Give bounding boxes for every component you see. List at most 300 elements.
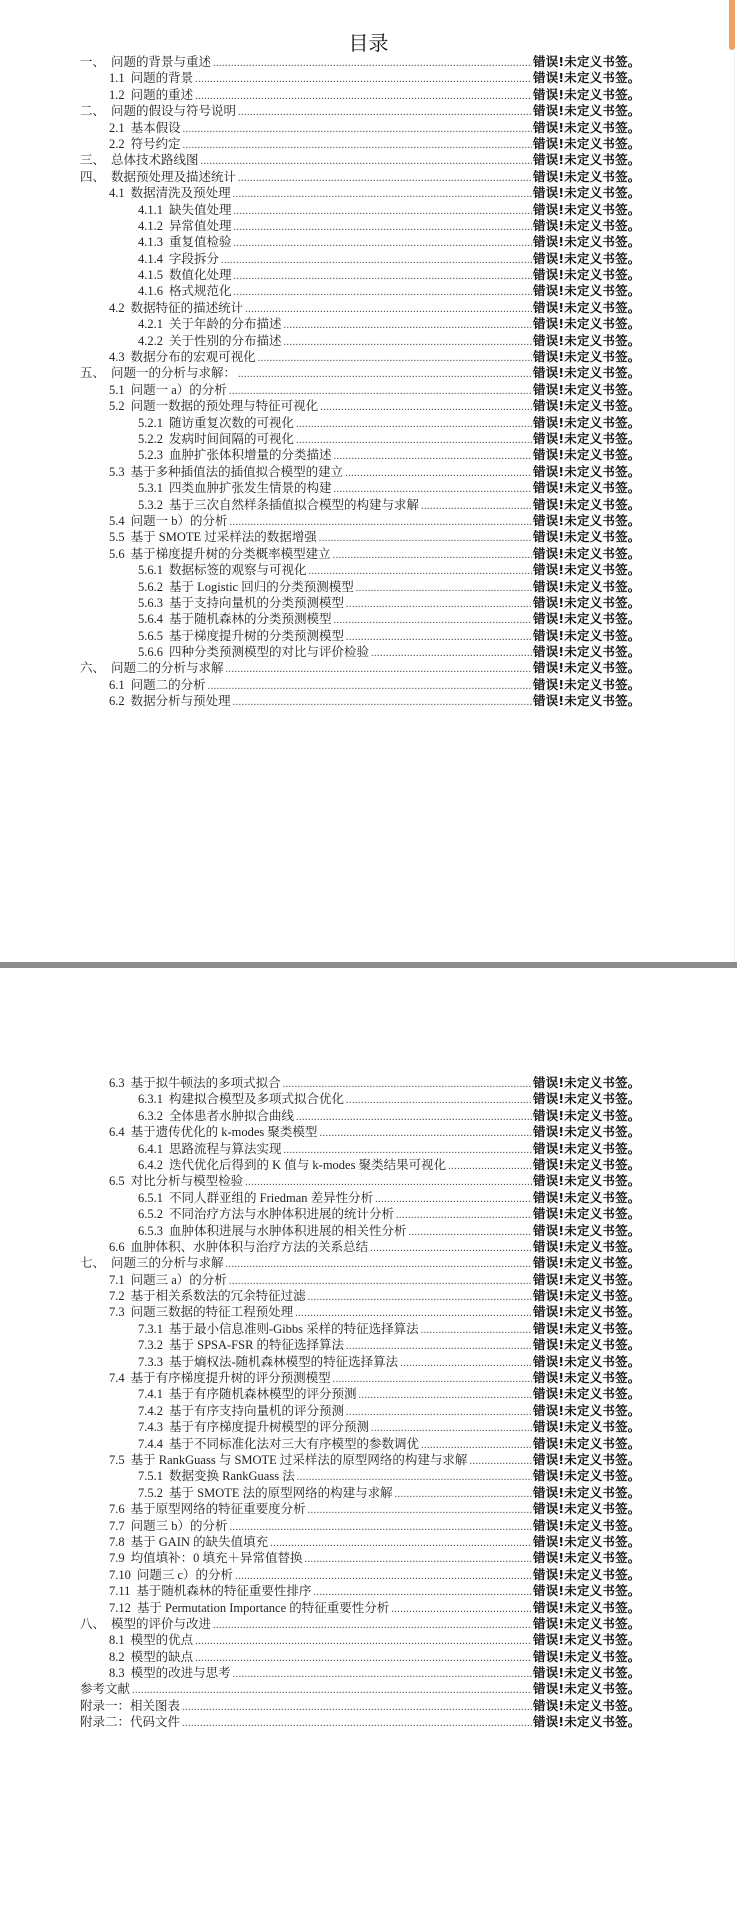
toc-entry[interactable]: [0, 660, 737, 676]
toc-entry-page-ref: 错误!未定义书签。: [533, 562, 641, 578]
toc-entry-page-ref: 错误!未定义书签。: [533, 1320, 641, 1336]
toc-entry-page-ref: 错误!未定义书签。: [533, 1435, 641, 1451]
toc-entry[interactable]: [0, 1567, 737, 1583]
toc-entry-page-ref: 错误!未定义书签。: [533, 1271, 641, 1287]
toc-entry-number: 6.5.3: [138, 1223, 163, 1238]
toc-entry-page-ref: 错误!未定义书签。: [533, 119, 641, 135]
toc-entry[interactable]: [0, 234, 737, 250]
toc-list-page-2: [0, 1075, 737, 1731]
toc-entry[interactable]: [0, 218, 737, 234]
toc-entry[interactable]: [0, 1124, 737, 1140]
toc-entry-number: 5.6: [109, 546, 125, 561]
toc-entry[interactable]: [0, 136, 737, 152]
toc-entry[interactable]: [0, 1468, 737, 1484]
toc-entry-page-ref: 错误!未定义书签。: [533, 398, 641, 414]
toc-entry-number: 7.10: [109, 1567, 131, 1582]
toc-entry-heading: [80, 1714, 532, 1732]
toc-entry-text: 缺失值处理: [169, 202, 232, 217]
toc-entry-text: 构建拟合模型及多项式拟合优化: [169, 1092, 345, 1107]
toc-entry-number: 5.2.1: [138, 415, 163, 430]
toc-entry-number: 4.1: [109, 186, 125, 201]
toc-entry-number: 五、: [80, 366, 106, 381]
toc-entry-page-ref: 错误!未定义书签。: [533, 594, 641, 610]
toc-entry-number: 6.5.1: [138, 1190, 163, 1205]
toc-entry-text: 附录一：相关图表: [80, 1698, 181, 1713]
toc-entry-number: 5.1: [109, 382, 125, 397]
toc-entry[interactable]: [0, 431, 737, 447]
toc-entry-text: 问题一 a）的分析: [130, 382, 227, 397]
toc-entry[interactable]: [0, 382, 737, 398]
toc-entry-page-ref: 错误!未定义书签。: [533, 234, 641, 250]
toc-entry-number: 4.1.4: [138, 251, 163, 266]
toc-entry[interactable]: [0, 628, 737, 644]
toc-entry[interactable]: [0, 1632, 737, 1648]
toc-entry[interactable]: [0, 1518, 737, 1534]
toc-entry[interactable]: [0, 693, 737, 709]
toc-entry-page-ref: 错误!未定义书签。: [533, 349, 641, 365]
toc-entry-page-ref: 错误!未定义书签。: [533, 1665, 641, 1681]
toc-entry-text: 基于 Logistic 回归的分类预测模型: [169, 579, 354, 594]
toc-entry[interactable]: [0, 595, 737, 611]
toc-entry[interactable]: [0, 185, 737, 201]
scrollbar-thumb[interactable]: [729, 0, 735, 50]
toc-entry[interactable]: [0, 1386, 737, 1402]
toc-entry[interactable]: [0, 1141, 737, 1157]
toc-entry-page-ref: 错误!未定义书签。: [533, 1140, 641, 1156]
toc-entry-text: 基于 SMOTE 法的原型网络的构建与求解: [169, 1485, 393, 1500]
toc-entry[interactable]: [0, 70, 737, 86]
toc-entry-text: 数据预处理及描述统计: [111, 169, 237, 184]
toc-entry[interactable]: [0, 1304, 737, 1320]
toc-entry-text: 基于有序梯度提升树的评分预测模型: [130, 1371, 331, 1386]
toc-entry-page-ref: 错误!未定义书签。: [533, 1632, 641, 1648]
toc-entry-text: 基于有序梯度提升树模型的评分预测: [169, 1420, 370, 1435]
toc-entry-number: 二、: [80, 104, 106, 119]
toc-entry[interactable]: [0, 87, 737, 103]
toc-entry-page-ref: 错误!未定义书签。: [533, 627, 641, 643]
toc-entry-text: 基于遗传优化的 k-modes 聚类模型: [130, 1125, 318, 1140]
toc-entry-text: 四类血肿扩张发生情景的构建: [169, 481, 332, 496]
toc-entry-number: 7.5.2: [138, 1485, 163, 1500]
toc-entry[interactable]: [0, 1665, 737, 1681]
toc-entry[interactable]: [0, 677, 737, 693]
toc-entry[interactable]: [0, 546, 737, 562]
toc-entry[interactable]: [0, 1206, 737, 1222]
toc-entry-number: 2.2: [109, 136, 125, 151]
toc-entry-page-ref: 错误!未定义书签。: [533, 512, 641, 528]
toc-entry-text: 参考文献: [80, 1682, 131, 1697]
toc-entry[interactable]: [0, 1108, 737, 1124]
toc-entry[interactable]: [0, 480, 737, 496]
toc-entry-number: 5.6.2: [138, 579, 163, 594]
toc-entry-text: 模型的评价与改进: [111, 1616, 212, 1631]
toc-entry-text: 基于 GAIN 的缺失值填充: [130, 1534, 269, 1549]
toc-entry-text: 数据分析与预处理: [130, 694, 231, 709]
toc-entry-number: 7.9: [109, 1551, 125, 1566]
toc-entry-number: 7.2: [109, 1289, 125, 1304]
toc-entry-text: 对比分析与模型检验: [130, 1174, 244, 1189]
toc-entry[interactable]: [0, 1600, 737, 1616]
toc-entry-number: 5.6.5: [138, 628, 163, 643]
toc-entry-page-ref: 错误!未定义书签。: [533, 1648, 641, 1664]
toc-entry-text: 字段拆分: [169, 251, 220, 266]
toc-entry-page-ref: 错误!未定义书签。: [533, 644, 641, 660]
toc-entry[interactable]: [0, 1616, 737, 1632]
toc-entry-text: 基于不同标准化法对三大有序模型的参数调优: [169, 1436, 420, 1451]
toc-entry-number: 6.2: [109, 694, 125, 709]
toc-entry-text: 问题一 b）的分析: [130, 513, 228, 528]
toc-entry[interactable]: [0, 283, 737, 299]
toc-entry[interactable]: [0, 1698, 737, 1714]
toc-entry[interactable]: [0, 1403, 737, 1419]
toc-entry[interactable]: [0, 464, 737, 480]
toc-entry-page-ref: 错误!未定义书签。: [533, 217, 641, 233]
toc-entry-number: 5.6.1: [138, 563, 163, 578]
toc-entry-page-ref: 错误!未定义书签。: [533, 1206, 641, 1222]
toc-entry[interactable]: [0, 1714, 737, 1730]
toc-entry-text: 基于 SMOTE 过采样法的数据增强: [130, 530, 317, 545]
toc-entry-page-ref: 错误!未定义书签。: [533, 414, 641, 430]
toc-entry-page-ref: 错误!未定义书签。: [533, 103, 641, 119]
toc-entry-page-ref: 错误!未定义书签。: [533, 299, 641, 315]
toc-entry-text: 关于性别的分布描述: [169, 333, 282, 348]
toc-entry-number: 7.3: [109, 1305, 125, 1320]
toc-entry-number: 8.2: [109, 1649, 125, 1664]
toc-entry[interactable]: [0, 513, 737, 529]
toc-entry-page-ref: 错误!未定义书签。: [533, 1255, 641, 1271]
toc-entry-number: 7.4.2: [138, 1403, 163, 1418]
toc-entry[interactable]: [0, 267, 737, 283]
toc-entry-text: 数据分布的宏观可视化: [130, 350, 256, 365]
toc-entry[interactable]: [0, 202, 737, 218]
toc-entry[interactable]: [0, 644, 737, 660]
toc-entry-page-ref: 错误!未定义书签。: [533, 1107, 641, 1123]
toc-entry[interactable]: [0, 562, 737, 578]
toc-entry-text: 基本假设: [130, 120, 181, 135]
toc-entry-number: 5.5: [109, 530, 125, 545]
toc-entry[interactable]: [0, 1649, 737, 1665]
toc-entry-text: 问题的背景与重述: [111, 55, 212, 69]
toc-entry[interactable]: [0, 1173, 737, 1189]
toc-entry-number: 六、: [80, 661, 106, 676]
toc-entry[interactable]: [0, 497, 737, 513]
toc-entry-text: 基于 RankGuass 与 SMOTE 过采样法的原型网络的构建与求解: [130, 1452, 468, 1467]
toc-entry-number: 5.2.2: [138, 431, 163, 446]
toc-entry-page-ref: 错误!未定义书签。: [533, 70, 641, 86]
toc-entry[interactable]: [0, 169, 737, 185]
toc-entry[interactable]: [0, 1501, 737, 1517]
toc-entry[interactable]: [0, 300, 737, 316]
toc-entry[interactable]: [0, 1239, 737, 1255]
toc-entry[interactable]: [0, 365, 737, 381]
toc-entry-text: 问题一的分析与求解：: [111, 366, 237, 381]
toc-entry-page-ref: 错误!未定义书签。: [533, 693, 641, 709]
toc-entry-number: 7.4: [109, 1371, 125, 1386]
toc-entry-number: 三、: [80, 153, 106, 168]
toc-entry-page-ref: 错误!未定义书签。: [533, 1238, 641, 1254]
toc-entry-text: 基于拟牛顿法的多项式拟合: [130, 1076, 281, 1090]
toc-entry-text: 格式规范化: [169, 284, 232, 299]
toc-entry-text: 血肿体积进展与水肿体积进展的相关性分析: [169, 1223, 407, 1238]
toc-entry-page-ref: 错误!未定义书签。: [533, 1697, 641, 1713]
toc-entry-text: 迭代优化后得到的 K 值与 k-modes 聚类结果可视化: [169, 1157, 447, 1172]
toc-entry-page-ref: 错误!未定义书签。: [533, 1566, 641, 1582]
toc-entry-page-ref: 错误!未定义书签。: [533, 1156, 641, 1172]
toc-entry-number: 5.6.6: [138, 645, 163, 660]
dot-leader: [233, 695, 532, 711]
toc-entry-page-ref: 错误!未定义书签。: [533, 1681, 641, 1697]
toc-entry-page-ref: 错误!未定义书签。: [533, 135, 641, 151]
toc-entry-text: 问题三的分析与求解: [111, 1256, 224, 1271]
toc-entry-number: 5.6.3: [138, 595, 163, 610]
toc-entry-number: 5.3: [109, 464, 125, 479]
toc-entry[interactable]: [0, 1255, 737, 1271]
toc-entry-number: 8.3: [109, 1666, 125, 1681]
toc-entry[interactable]: [0, 333, 737, 349]
toc-entry-text: 问题的假设与符号说明: [111, 104, 237, 119]
toc-entry-number: 4.2: [109, 300, 125, 315]
toc-entry-page-ref: 错误!未定义书签。: [533, 381, 641, 397]
toc-entry-page-ref: 错误!未定义书签。: [533, 1091, 641, 1107]
toc-entry-number: 7.5: [109, 1452, 125, 1467]
toc-entry-text: 问题三 a）的分析: [130, 1272, 227, 1287]
toc-entry-number: 7.3.2: [138, 1338, 163, 1353]
toc-entry-number: 6.4: [109, 1125, 125, 1140]
toc-entry-page-ref: 错误!未定义书签。: [533, 1353, 641, 1369]
toc-entry-text: 全体患者水肿拟合曲线: [169, 1108, 295, 1123]
toc-entry-text: 数据变换 RankGuass 法: [169, 1469, 295, 1484]
toc-entry-page-ref: 错误!未定义书签。: [533, 1222, 641, 1238]
toc-entry-page-ref: 错误!未定义书签。: [533, 1075, 641, 1090]
toc-entry[interactable]: [0, 1354, 737, 1370]
toc-entry-number: 7.3.3: [138, 1354, 163, 1369]
toc-entry-page-ref: 错误!未定义书签。: [533, 1714, 641, 1730]
toc-entry-text: 模型的改进与思考: [130, 1666, 231, 1681]
toc-entry-page-ref: 错误!未定义书签。: [533, 1599, 641, 1615]
toc-entry-text: 基于随机森林的分类预测模型: [169, 612, 332, 627]
toc-entry-text: 问题二的分析与求解: [111, 661, 224, 676]
toc-entry-number: 7.4.1: [138, 1387, 163, 1402]
toc-entry-heading: [109, 693, 532, 711]
toc-entry-page-ref: 错误!未定义书签。: [533, 1550, 641, 1566]
toc-entry-page-ref: 错误!未定义书签。: [533, 54, 641, 69]
toc-entry-page-ref: 错误!未定义书签。: [533, 1337, 641, 1353]
toc-entry-text: 基于三次自然样条插值拟合模型的构建与求解: [169, 497, 420, 512]
toc-entry-text: 问题三 c）的分析: [136, 1567, 234, 1582]
toc-entry[interactable]: [0, 1157, 737, 1173]
toc-entry[interactable]: [0, 579, 737, 595]
toc-entry-page-ref: 错误!未定义书签。: [533, 1615, 641, 1631]
toc-entry[interactable]: [0, 1550, 737, 1566]
toc-entry-text: 基于梯度提升树的分类预测模型: [169, 628, 345, 643]
toc-entry-number: 6.4.1: [138, 1141, 163, 1156]
toc-entry-text: 基于熵权法-随机森林模型的特征选择算法: [169, 1354, 399, 1369]
toc-entry[interactable]: [0, 1419, 737, 1435]
toc-entry[interactable]: [0, 1223, 737, 1239]
toc-entry[interactable]: [0, 529, 737, 545]
scrollbar-track[interactable]: [734, 50, 735, 962]
toc-entry[interactable]: [0, 1436, 737, 1452]
toc-entry-text: 数值化处理: [169, 268, 232, 283]
toc-entry-number: 5.6.4: [138, 612, 163, 627]
toc-entry-number: 7.4.4: [138, 1436, 163, 1451]
toc-entry-text: 均值填补：0 填充＋异常值替换: [130, 1551, 303, 1566]
toc-title: 目录: [348, 31, 389, 55]
toc-entry[interactable]: [0, 1337, 737, 1353]
toc-entry[interactable]: [0, 1681, 737, 1697]
toc-entry-text: 不同治疗方法与水肿体积进展的统计分析: [169, 1207, 395, 1222]
toc-entry-page-ref: 错误!未定义书签。: [533, 1370, 641, 1386]
toc-entry-number: 4.2.1: [138, 317, 163, 332]
toc-entry[interactable]: [0, 152, 737, 168]
toc-entry[interactable]: [0, 120, 737, 136]
toc-entry[interactable]: [0, 54, 737, 70]
toc-entry-number: 2.1: [109, 120, 125, 135]
toc-entry-text: 基于有序支持向量机的评分预测: [169, 1403, 345, 1418]
toc-entry-page-ref: 错误!未定义书签。: [533, 250, 641, 266]
toc-entry[interactable]: [0, 1288, 737, 1304]
toc-entry-text: 思路流程与算法实现: [169, 1141, 282, 1156]
toc-entry-text: 基于有序随机森林模型的评分预测: [169, 1387, 357, 1402]
toc-entry-number: 4.2.2: [138, 333, 163, 348]
toc-entry-page-ref: 错误!未定义书签。: [533, 283, 641, 299]
toc-entry[interactable]: [0, 1190, 737, 1206]
toc-entry-page-ref: 错误!未定义书签。: [533, 447, 641, 463]
toc-entry-number: 7.8: [109, 1534, 125, 1549]
toc-entry-number: 6.5: [109, 1174, 125, 1189]
toc-entry-text: 问题一数据的预处理与特征可视化: [130, 399, 319, 414]
toc-entry[interactable]: [0, 1272, 737, 1288]
toc-entry-number: 一、: [80, 55, 106, 69]
toc-entry[interactable]: [0, 316, 737, 332]
dot-leader: [182, 1716, 532, 1732]
toc-entry-page-ref: 错误!未定义书签。: [533, 676, 641, 692]
toc-entry-page-ref: 错误!未定义书签。: [533, 1189, 641, 1205]
toc-entry-text: 问题二的分析: [130, 677, 206, 692]
toc-entry-page-ref: 错误!未定义书签。: [533, 152, 641, 168]
toc-entry-number: 4.1.6: [138, 284, 163, 299]
toc-entry-number: 7.7: [109, 1518, 125, 1533]
toc-entry-text: 基于多种插值法的插值拟合模型的建立: [130, 464, 344, 479]
toc-entry[interactable]: [0, 1321, 737, 1337]
toc-entry-text: 发病时间间隔的可视化: [169, 431, 295, 446]
toc-entry-number: 6.3.1: [138, 1092, 163, 1107]
toc-entry-text: 不同人群亚组的 Friedman 差异性分析: [169, 1190, 374, 1205]
toc-entry-text: 基于 SPSA-FSR 的特征选择算法: [169, 1338, 345, 1353]
toc-entry[interactable]: [0, 103, 737, 119]
toc-entry-page-ref: 错误!未定义书签。: [533, 480, 641, 496]
toc-entry-page-ref: 错误!未定义书签。: [533, 529, 641, 545]
toc-entry-page-ref: 错误!未定义书签。: [533, 1517, 641, 1533]
toc-entry-page-ref: 错误!未定义书签。: [533, 365, 641, 381]
toc-entry-number: 4.1.5: [138, 268, 163, 283]
toc-entry-page-ref: 错误!未定义书签。: [533, 1124, 641, 1140]
toc-entry[interactable]: [0, 1452, 737, 1468]
toc-entry-page-ref: 错误!未定义书签。: [533, 1402, 641, 1418]
toc-entry-page-ref: 错误!未定义书签。: [533, 332, 641, 348]
toc-entry-number: 4.3: [109, 350, 125, 365]
toc-entry[interactable]: [0, 1091, 737, 1107]
toc-entry-text: 基于最小信息准则-Gibbs 采样的特征选择算法: [169, 1321, 419, 1336]
toc-entry-page-ref: 错误!未定义书签。: [533, 1288, 641, 1304]
toc-entry-page-ref: 错误!未定义书签。: [533, 545, 641, 561]
toc-entry-number: 5.2: [109, 399, 125, 414]
toc-entry-page-ref: 错误!未定义书签。: [533, 1419, 641, 1435]
toc-entry-page-ref: 错误!未定义书签。: [533, 1501, 641, 1517]
toc-entry-number: 7.1: [109, 1272, 125, 1287]
toc-entry-number: 6.4.2: [138, 1157, 163, 1172]
toc-entry[interactable]: [0, 1583, 737, 1599]
toc-entry[interactable]: [0, 1075, 737, 1091]
toc-entry-page-ref: 错误!未定义书签。: [533, 168, 641, 184]
toc-entry-number: 6.3.2: [138, 1108, 163, 1123]
toc-entry[interactable]: [0, 611, 737, 627]
toc-entry-page-ref: 错误!未定义书签。: [533, 430, 641, 446]
toc-entry-number: 7.6: [109, 1502, 125, 1517]
toc-entry-number: 6.1: [109, 677, 125, 692]
toc-entry-text: 模型的优点: [130, 1633, 194, 1648]
toc-entry-page-ref: 错误!未定义书签。: [533, 316, 641, 332]
toc-entry-text: 基于相关系数法的冗余特征过滤: [130, 1289, 306, 1304]
toc-entry[interactable]: [0, 251, 737, 267]
toc-entry-page-ref: 错误!未定义书签。: [533, 611, 641, 627]
toc-entry-page-ref: 错误!未定义书签。: [533, 496, 641, 512]
toc-entry-page-ref: 错误!未定义书签。: [533, 86, 641, 102]
toc-entry-text: 符号约定: [130, 136, 181, 151]
toc-entry-text: 基于 Permutation Importance 的特征重要性分析: [136, 1600, 390, 1615]
toc-entry-page-ref: 错误!未定义书签。: [533, 1468, 641, 1484]
toc-entry[interactable]: [0, 415, 737, 431]
toc-entry-page-ref: 错误!未定义书签。: [533, 578, 641, 594]
toc-entry[interactable]: [0, 1370, 737, 1386]
toc-entry[interactable]: [0, 1534, 737, 1550]
toc-entry[interactable]: [0, 1485, 737, 1501]
toc-entry-number: 4.1.2: [138, 218, 163, 233]
toc-list-page-1: [0, 54, 737, 710]
toc-entry-page-ref: 错误!未定义书签。: [533, 267, 641, 283]
toc-entry-number: 7.4.3: [138, 1420, 163, 1435]
toc-entry-number: 1.2: [109, 87, 125, 102]
toc-entry-text: 随访重复次数的可视化: [169, 415, 295, 430]
toc-entry-page-ref: 错误!未定义书签。: [533, 1533, 641, 1549]
toc-entry[interactable]: [0, 349, 737, 365]
toc-entry-page-ref: 错误!未定义书签。: [533, 201, 641, 217]
toc-entry-number: 5.3.2: [138, 497, 163, 512]
toc-entry-number: 4.1.1: [138, 202, 163, 217]
toc-entry-text: 总体技术路线图: [111, 153, 199, 168]
toc-entry-number: 6.5.2: [138, 1207, 163, 1222]
toc-entry-page-ref: 错误!未定义书签。: [533, 185, 641, 201]
toc-entry-text: 问题三数据的特征工程预处理: [130, 1305, 294, 1320]
toc-entry-text: 基于原型网络的特征重要度分析: [130, 1502, 306, 1517]
toc-entry-number: 四、: [80, 169, 106, 184]
toc-entry-text: 基于随机森林的特征重要性排序: [136, 1584, 312, 1599]
toc-entry-text: 数据特征的描述统计: [130, 300, 244, 315]
toc-entry-number: 5.2.3: [138, 448, 163, 463]
toc-entry[interactable]: [0, 398, 737, 414]
toc-entry-number: 7.11: [109, 1584, 131, 1599]
toc-entry-text: 四种分类预测模型的对比与评价检验: [169, 645, 370, 660]
toc-entry-number: 5.3.1: [138, 481, 163, 496]
toc-entry[interactable]: [0, 447, 737, 463]
toc-entry-text: 关于年龄的分布描述: [169, 317, 282, 332]
toc-entry-number: 8.1: [109, 1633, 125, 1648]
toc-entry-number: 7.5.1: [138, 1469, 163, 1484]
toc-entry-text: 基于梯度提升树的分类概率模型建立: [130, 546, 331, 561]
toc-entry-text: 附录二：代码文件: [80, 1715, 181, 1730]
toc-entry-page-ref: 错误!未定义书签。: [533, 1451, 641, 1467]
toc-entry-page-ref: 错误!未定义书签。: [533, 1583, 641, 1599]
